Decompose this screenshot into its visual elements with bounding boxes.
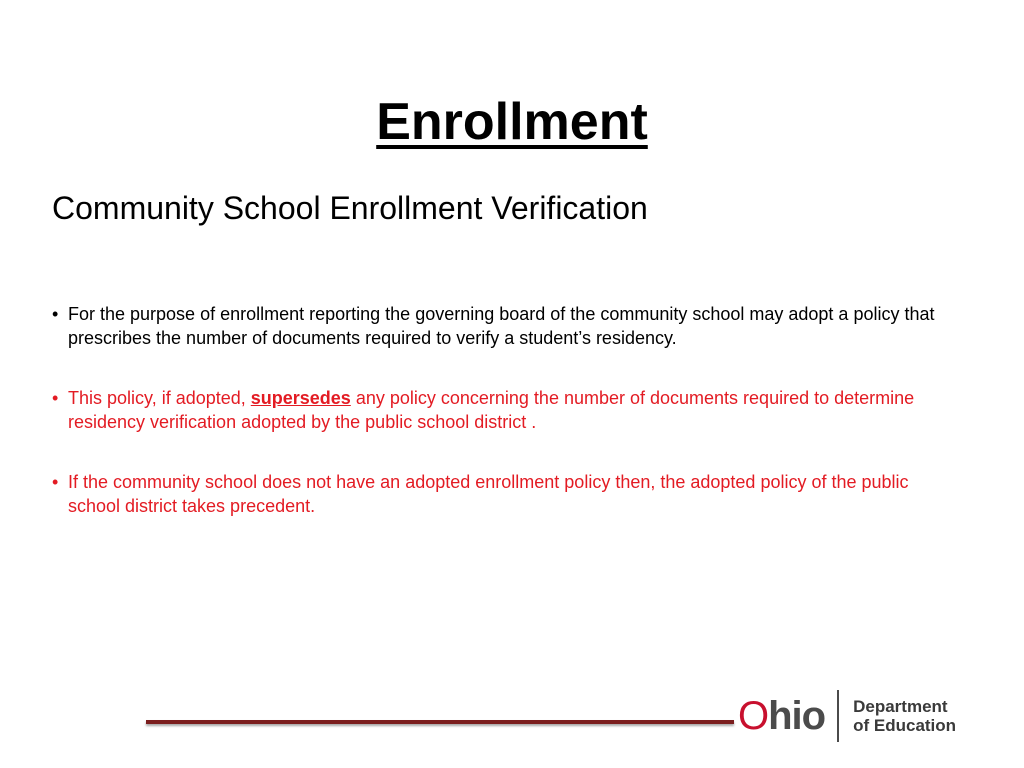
- department-line-2: of Education: [853, 716, 957, 735]
- department-line-1: Department: [853, 697, 948, 716]
- ohio-wordmark-rest: hio: [768, 694, 826, 738]
- ohio-wordmark: [738, 692, 825, 740]
- department-label: [853, 697, 956, 735]
- bullet-dot-icon: •: [52, 388, 59, 408]
- bullet-emphasis: supersedes: [250, 388, 351, 408]
- bullet-text-before: This policy, if adopted,: [68, 388, 251, 408]
- bullet-dot-icon: •: [52, 304, 59, 324]
- bullet-list: [50, 302, 950, 554]
- slide-title: Enrollment: [376, 93, 648, 151]
- logo-divider: [837, 690, 839, 742]
- bullet-item: [50, 470, 950, 518]
- bullet-item: [50, 386, 950, 434]
- slide-subtitle: Community School Enrollment Verification: [52, 190, 648, 226]
- bullet-text: For the purpose of enrollment reporting the governing board of the community school may adopt a policy that prescribes the number of documents required to verify a student’s residency.: [68, 304, 935, 348]
- bullet-dot-icon: •: [52, 472, 59, 492]
- bullet-text-after: any policy concerning the number of documents required to determine residency verification adopted by the public school district .: [68, 388, 915, 432]
- bullet-text: If the community school does not have an adopted enrollment policy then, the adopted policy of the public school district takes precedent.: [68, 472, 909, 516]
- bullet-item: [50, 302, 950, 350]
- ohio-wordmark-o: O: [738, 694, 769, 738]
- footer-divider: [146, 720, 734, 724]
- ohio-education-logo: [738, 688, 956, 744]
